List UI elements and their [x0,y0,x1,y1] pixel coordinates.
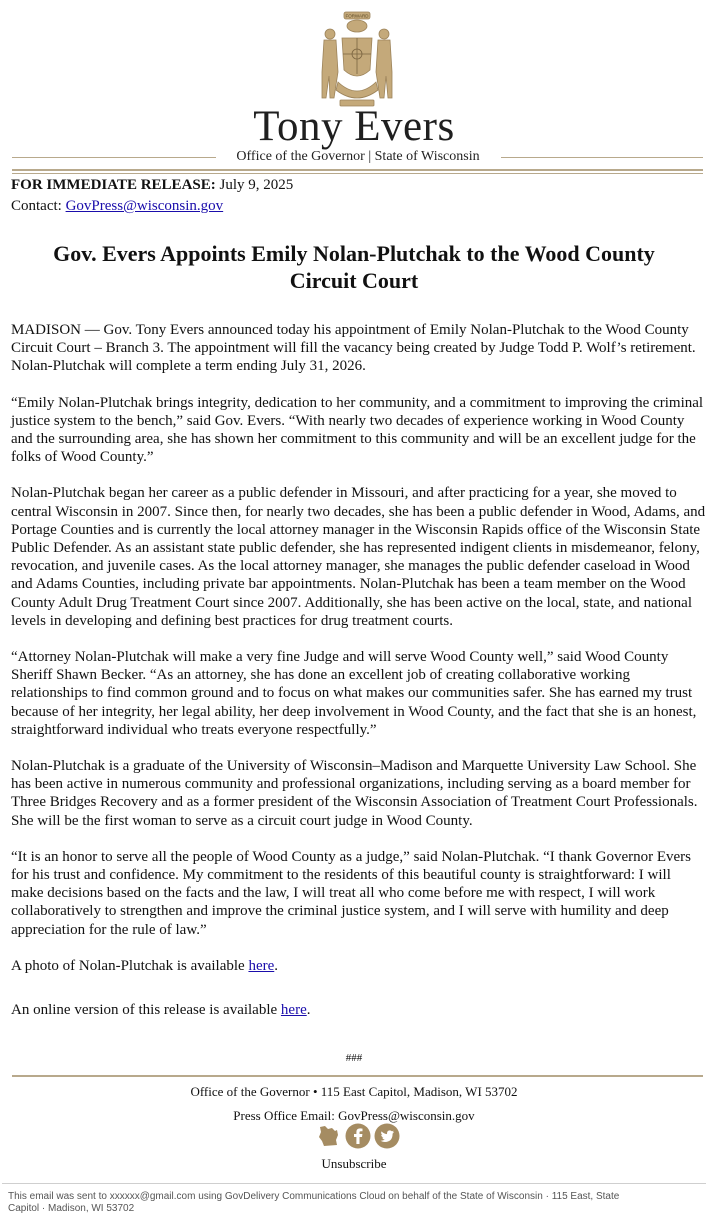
end-marker: ### [345,1052,363,1064]
unsubscribe-line [0,1155,708,1173]
wisconsin-seal-logo [312,10,402,110]
governor-name: Tony Evers [253,103,455,150]
paragraph-governor-quote: “Emily Nolan-Plutchak brings integrity, dedication to her community, and a commitment to improving the criminal justice system to the bench,” said Gov. Evers. “With nearly two decades of experience working in Wood County and the surrounding area, she has shown her commitment to this community and will be an excellent judge for the folks of Wood County.” [11,394,704,466]
office-divider: | [368,149,372,164]
office-line [0,147,708,167]
office-left: Office of the Governor [236,149,365,164]
paragraph-education: Nolan-Plutchak is a graduate of the University of Wisconsin–Madison and Marquette University Law School. She has been active in numerous community and professional organizations, including serving as a board member for Three Bridges Recovery and as a former president of the Wisconsin Association of Treatment Court Professionals. She will be the first woman to serve as a circuit court judge in Wood County. [11,758,698,829]
release-meta [11,175,701,217]
facebook-icon[interactable] [345,1123,371,1149]
office-title [230,147,486,167]
paragraph-career: Nolan-Plutchak began her career as a public defender in Missouri, and after practicing for a year, she moved to central Wisconsin in 2007. Since then, for nearly two decades, she has been a public defender in Wood, Adams, and Portage Counties and is currently the local attorney manager in the Wisconsin Rapids office of the Wisconsin State Public Defender. As an assistant state public defender, she has represented indigent clients in misdemeanor, felony, revocation, and juvenile cases. As the local attorney manager, she manages the public defender caseload in Wood and Adams Counties, including private bar appointments. Nolan-Plutchak has been a team member on the Wood County Adult Drug Treatment Court since 2007. Additionally, she has been active on the local, state, and national levels in developing and defining best practices for drug treatment courts. [11,485,706,629]
paragraph-intro: MADISON — Gov. Tony Evers announced today his appointment of Emily Nolan-Plutchak to the Wood County Circuit Court – Branch 3. The appointment will fill the vacancy being created by Judge Todd P. Wolf’s retirement. Nolan-Plutchak will complete a term ending July 31, 2026. [11,322,696,375]
photo-period: . [274,957,279,974]
footer [0,1082,708,1126]
release-line [11,175,701,196]
footer-press-email: Press Office Email: GovPress@wisconsin.gov [233,1108,475,1123]
online-period: . [306,1002,311,1019]
social-links [316,1123,400,1151]
seal-motto: FORWARD [345,13,369,19]
release-date: July 9, 2025 [219,177,294,193]
release-body [11,321,707,1037]
contact-label: Contact: [11,198,62,214]
photo-text: A photo of Nolan-Plutchak is available [11,957,245,974]
photo-link[interactable]: here [248,957,275,974]
paragraph-sheriff-quote: “Attorney Nolan-Plutchak will make a very fine Judge and will serve Wood County well,” said Wood County Sheriff Shawn Becker. “As an attorney, she has done an excellent job of creating collaborative working relationships to find common ground and to focus on what makes our communities safer. She has earned my trust because of her integrity, her legal ability, her deep involvement in Wood County, and the fact that she is an honest, straightforward individual who treats everyone respectfully.” [11,649,697,738]
paragraph-online [11,1001,707,1019]
footer-address: Office of the Governor • 115 East Capitol, Madison, WI 53702 [190,1084,518,1099]
release-label: FOR IMMEDIATE RELEASE: [11,177,216,193]
govdelivery-rule [2,1183,706,1184]
wisconsin-state-icon[interactable] [316,1123,342,1149]
office-right: State of Wisconsin [374,149,480,164]
header-rule-thin [12,173,703,174]
headline: Gov. Evers Appoints Emily Nolan-Plutchak to the Wood County Circuit Court [53,241,655,293]
twitter-icon[interactable] [374,1123,400,1149]
office-rule-right [501,157,703,158]
paragraph-appointee-quote: “It is an honor to serve all the people of Wood County as a judge,” said Nolan-Plutchak. “I thank Governor Evers for his trust and confidence. My commitment to the residents of this beautiful county is straightforward: I will make decisions based on the facts and the law, I will treat all who come before me with respect, I will work collaboratively to strengthen and improve the criminal justice system, and I will serve with humility and deep appreciation for the rule of law.” [11,848,692,938]
header-rule [12,169,703,171]
online-text: An online version of this release is available [11,1002,278,1019]
paragraph-photo [11,957,707,975]
unsubscribe-link[interactable]: Unsubscribe [321,1156,387,1171]
contact-line [11,196,701,217]
govdelivery-notice: This email was sent to xxxxxx@gmail.com using GovDelivery Communications Cloud on behalf of the State of Wisconsin · 115 East, State Capitol · Madison, WI 53702 [8,1191,620,1214]
footer-rule [12,1075,703,1077]
letterhead [0,0,708,175]
office-rule-left [12,157,216,158]
contact-email-link[interactable]: GovPress@wisconsin.gov [65,198,224,214]
online-version-link[interactable]: here [280,1002,307,1019]
